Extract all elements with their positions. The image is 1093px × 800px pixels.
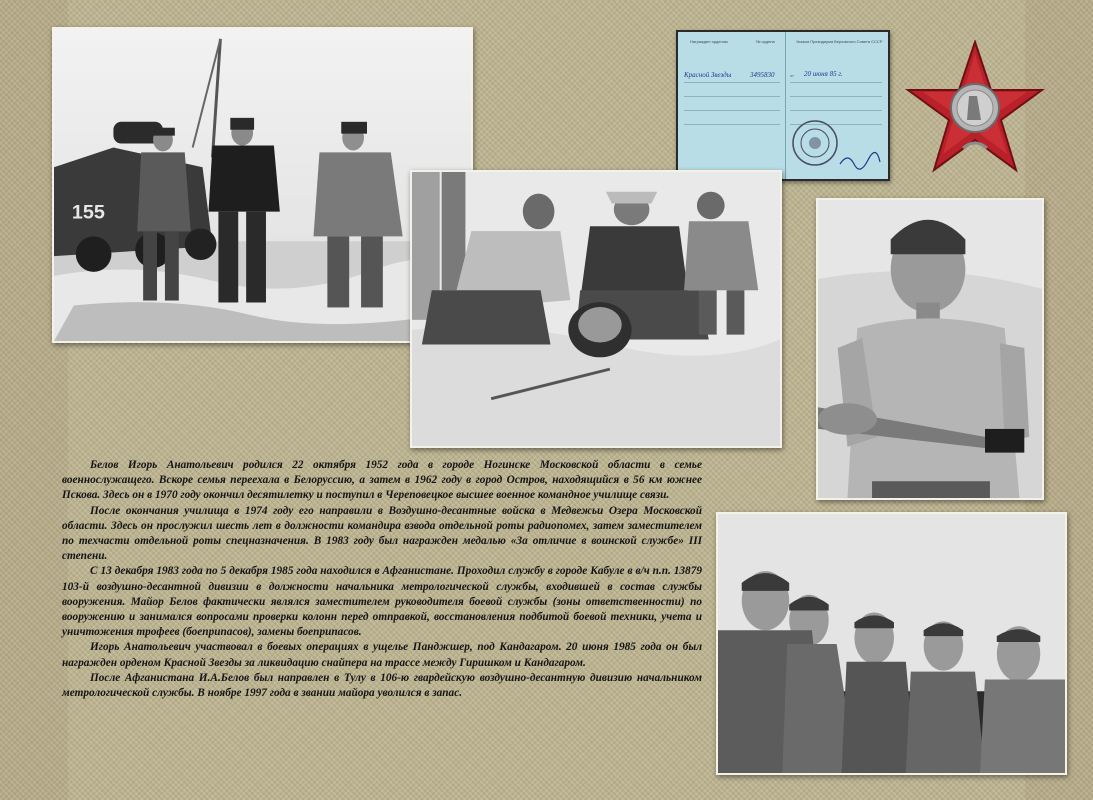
- card-fold: [785, 32, 786, 179]
- biography-paragraph: Белов Игорь Анатольевич родился 22 октября 1952 года в городе Ногинске Московской области в семье военнослужащего. Вскоре семья переехала в Белоруссию, а затем в 1962 году в город Остров, находящийся в 56 км южнее Пскова. Здесь он в 1970 году окончил десятилетку и поступил в Череповецкое высшее военное командное училище связи.: [62, 459, 702, 502]
- photo-soldiers-munitions: [410, 170, 782, 448]
- vehicle-number: 155: [71, 201, 105, 224]
- card-header-decree: Указом Президиума Верховного Совета СССР: [796, 39, 883, 44]
- card-stamp: [790, 118, 840, 168]
- award-document-card: [676, 30, 890, 181]
- card-award-date: 20 июня 85 г.: [804, 70, 843, 78]
- biography-paragraph: После Афганистана И.А.Белов был направлен в Тулу в 106-ю гвардейскую воздушно-десантную дивизию начальником метрологической службы. В ноябре 1997 года в звании майора уволился в запас.: [62, 671, 702, 700]
- photo-soldier-rpg: [816, 198, 1044, 500]
- card-signature: [838, 150, 882, 172]
- card-award-name: Красной Звезды: [684, 71, 732, 79]
- card-header-award: Награжден орденом: [690, 39, 728, 44]
- biography-paragraph: Игорь Анатольевич участвовал в боевых операциях в ущелье Панджшер, под Кандагаром. 20 июня 1985 года он был награжден орденом Красной Звезды за ликвидацию снайпера на трассе между Гиришком и Кандагаром.: [62, 641, 702, 669]
- card-header-number: № ордена: [756, 39, 775, 44]
- card-award-number: 3495830: [750, 71, 775, 79]
- card-row-prefix: от: [790, 73, 794, 78]
- photo-group-soldiers: [716, 512, 1067, 775]
- biography-paragraph: С 13 декабря 1983 года по 5 декабря 1985 года находился в Афганистане. Проходил службу в городе Кабуле в в/ч п.п. 13879 103-й воздушно-десантной дивизии в должности начальника метрологической службы, входившей в состав службы вооружения. Майор Белов фактически являлся заместителем руководителя боевой службы (зоны ответственности) по вооружению и занимался вопросами проверки колонн перед отправкой, восстановления подбитой боевой техники, учета и уничтожения трофеев (боеприпасов), замены боеприпасов.: [62, 565, 702, 639]
- biography-paragraph: После окончания училища в 1974 году его направили в Воздушно-десантные войска в Медвежьи Озера Московской области. Здесь он прослужил шесть лет в должности командира взвода отдельной роты радиопомех, затем заместителем по техчасти отдельной роты спецназначения. В 1983 году был награжден медалью «За отличие в воинской службе» III степени.: [62, 504, 702, 563]
- biography-text: [62, 458, 702, 701]
- order-of-red-star-icon: [905, 40, 1045, 176]
